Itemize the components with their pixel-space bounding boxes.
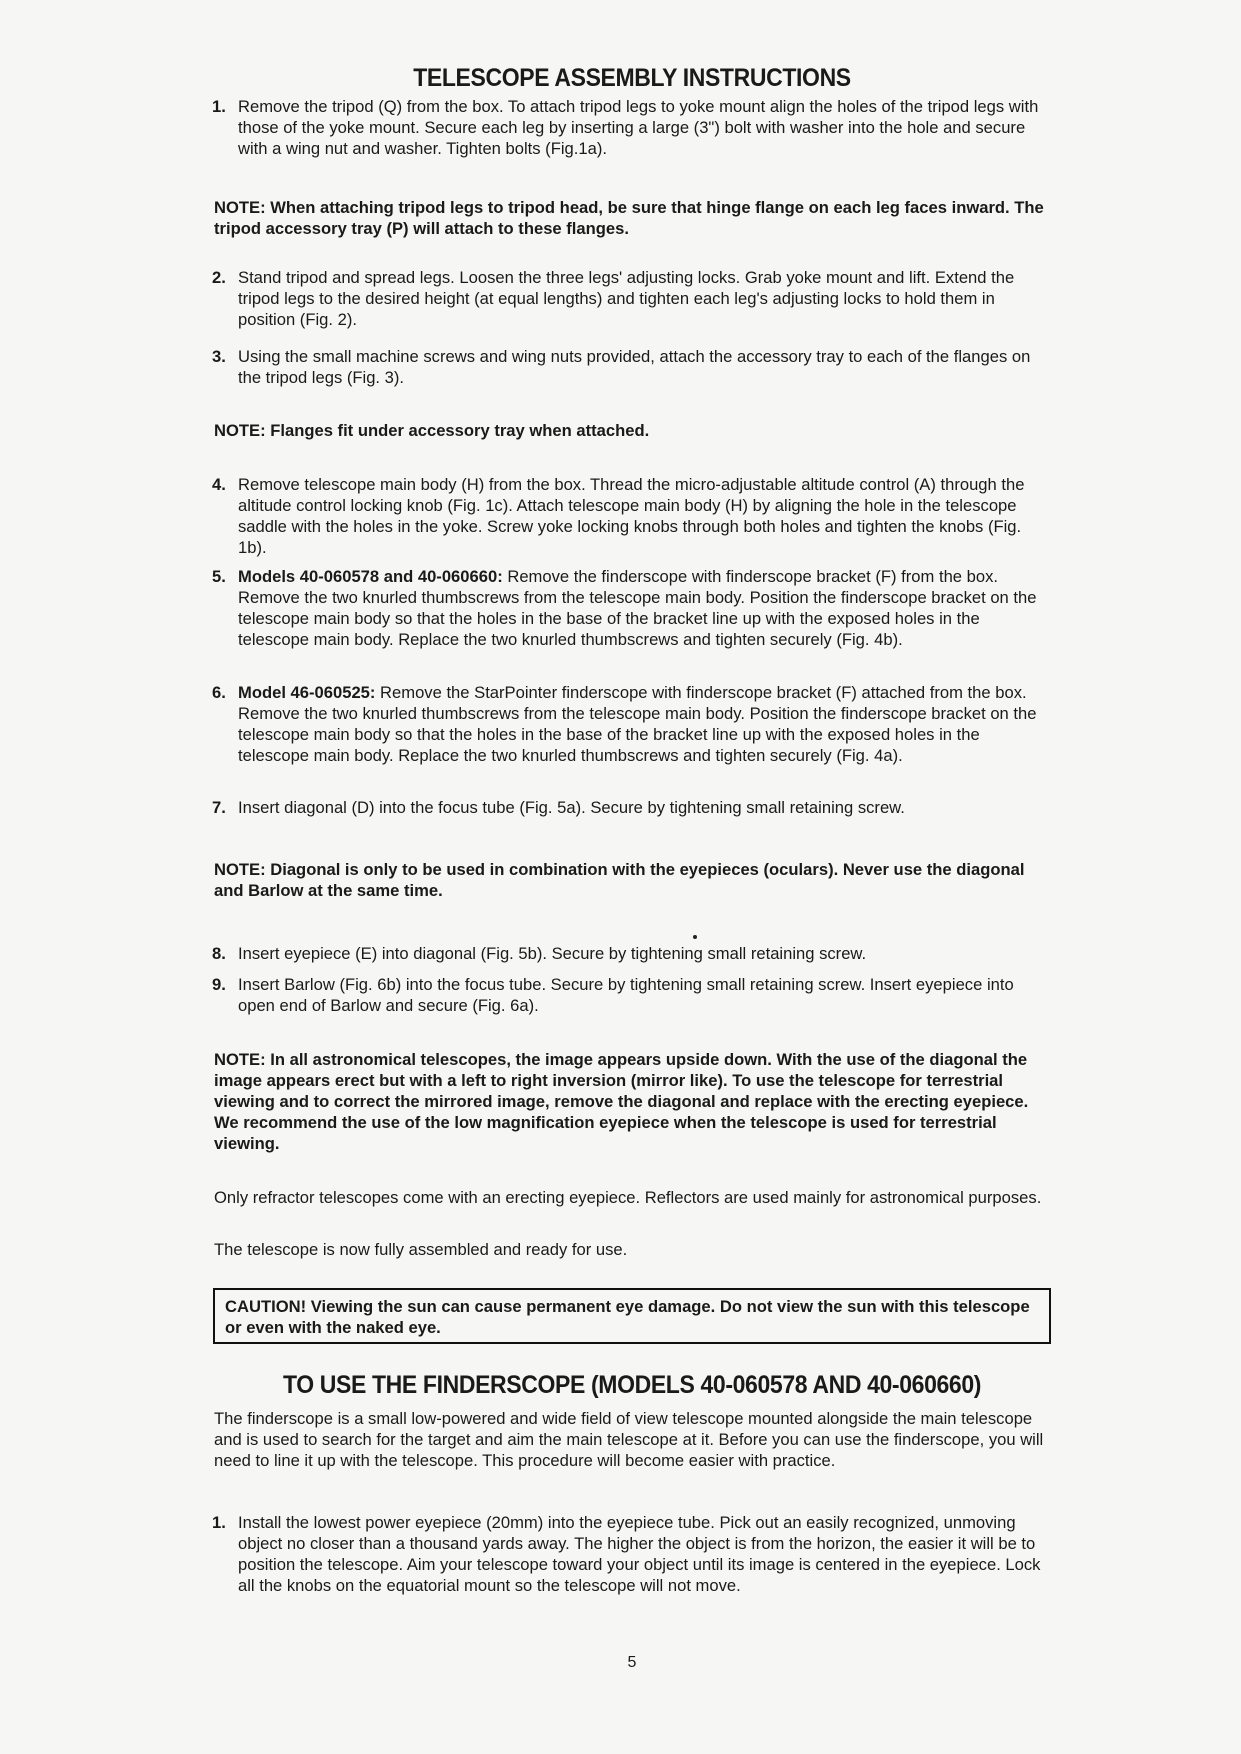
note-diagonal: NOTE: Diagonal is only to be used in combination with the eyepieces (oculars). Never use the diagonal and Barlow at the same time.: [214, 860, 1025, 900]
note-image-orientation: NOTE: In all astronomical telescopes, the image appears upside down. With the use of the diagonal the image appears erect but with a left to right inversion (mirror like). To use the telescope for terrestrial viewing and to correct the mirrored image, remove the diagonal and replace with the erecting eyepiece. We recommend the use of the low magnification eyepiece when the telescope is used for terrestrial viewing.: [214, 1050, 1029, 1153]
step-text: Remove the tripod (Q) from the box. To attach tripod legs to yoke mount align the holes of the tripod legs with those of the yoke mount. Secure each leg by inserting a large (3") bolt with washer into the hole and secure with a wing nut and washer. Tighten bolts (Fig.1a).: [238, 97, 1039, 158]
refractor-paragraph: Only refractor telescopes come with an erecting eyepiece. Reflectors are used mainly for astronomical purposes.: [214, 1188, 1042, 1207]
stray-mark: [693, 935, 697, 939]
step-number: 7.: [212, 798, 226, 817]
step-3: [212, 346, 1052, 388]
step-text: Stand tripod and spread legs. Loosen the three legs' adjusting locks. Grab yoke mount and lift. Extend the tripod legs to the desired height (at equal lengths) and tighten each leg's adjusting locks to hold them in position (Fig. 2).: [238, 268, 1015, 329]
step-text: Insert eyepiece (E) into diagonal (Fig. 5b). Secure by tightening small retaining screw.: [238, 944, 867, 963]
step-text: Install the lowest power eyepiece (20mm) into the eyepiece tube. Pick out an easily recognized, unmoving object no closer than a thousand yards away. The higher the object is from the horizon, the easier it will be to position the telescope. Aim your telescope toward your object until its image is centered in the eyepiece. Lock all the knobs on the equatorial mount so the telescope will not move.: [238, 1513, 1041, 1595]
step-text: Remove the StarPointer finderscope with finderscope bracket (F) attached from the box. Remove the two knurled thumbscrews from the telescope main body. Position the finderscope bracket on the telescope main body so that the holes in the base of the bracket line up with the exposed holes in the telescope main body. Replace the two knurled thumbscrews and tighten securely (Fig. 4a).: [238, 683, 1037, 765]
finderscope-intro: The finderscope is a small low-powered and wide field of view telescope mounted alongside the main telescope and is used to search for the target and aim the main telescope at it. Before you can use the finderscope, you will need to line it up with the telescope. This procedure will become easier with practice.: [214, 1409, 1044, 1470]
finderscope-title: TO USE THE FINDERSCOPE (MODELS 40-060578 AND 40-060660): [282, 1371, 982, 1399]
step-number: 1.: [212, 97, 226, 116]
step-number: 1.: [212, 1513, 226, 1532]
page-number: 5: [627, 1654, 637, 1671]
step-7: [212, 797, 1052, 818]
step-5: [212, 566, 1052, 650]
step-6: [212, 682, 1052, 766]
note-flanges: NOTE: Flanges fit under accessory tray when attached.: [214, 421, 650, 440]
step-number: 6.: [212, 683, 226, 702]
assembled-paragraph: The telescope is now fully assembled and ready for use.: [214, 1240, 628, 1259]
step-number: 2.: [212, 268, 226, 287]
step-9: [212, 974, 1052, 1016]
step-8: [212, 943, 1052, 964]
step-1: [212, 96, 1052, 159]
step-text: Remove the finderscope with finderscope bracket (F) from the box. Remove the two knurled thumbscrews from the telescope main body. Position the finderscope bracket on the telescope main body so that the holes in the base of the bracket line up with the exposed holes in the telescope main body. Replace the two knurled thumbscrews and tighten securely (Fig. 4b).: [238, 567, 1037, 649]
step-text: Using the small machine screws and wing nuts provided, attach the accessory tray to each of the flanges on the tripod legs (Fig. 3).: [238, 347, 1031, 387]
step-text: Remove telescope main body (H) from the box. Thread the micro-adjustable altitude control (A) through the altitude control locking knob (Fig. 1c). Attach telescope main body (H) by aligning the hole in the telescope saddle with the holes in the yoke. Screw yoke locking knobs through both holes and tighten the knobs (Fig. 1b).: [238, 475, 1025, 557]
step-number: 9.: [212, 975, 226, 994]
step-text: Insert Barlow (Fig. 6b) into the focus tube. Secure by tightening small retaining screw. Insert eyepiece into open end of Barlow and secure (Fig. 6a).: [238, 975, 1014, 1015]
step-text: Insert diagonal (D) into the focus tube (Fig. 5a). Secure by tightening small retaining screw.: [238, 798, 905, 817]
step-number: 8.: [212, 944, 226, 963]
step-number: 4.: [212, 475, 226, 494]
step-4: [212, 474, 1052, 558]
finderscope-step-1: [212, 1512, 1052, 1596]
step-model-label: Model 46-060525:: [238, 683, 376, 702]
page-title: TELESCOPE ASSEMBLY INSTRUCTIONS: [413, 64, 851, 92]
step-number: 3.: [212, 347, 226, 366]
step-2: [212, 267, 1052, 330]
step-number: 5.: [212, 567, 226, 586]
caution-box: CAUTION! Viewing the sun can cause permanent eye damage. Do not view the sun with this telescope or even with the naked eye.: [213, 1288, 1051, 1344]
step-models-label: Models 40-060578 and 40-060660:: [238, 567, 503, 586]
note-tripod-flange: NOTE: When attaching tripod legs to tripod head, be sure that hinge flange on each leg faces inward. The tripod accessory tray (P) will attach to these flanges.: [214, 198, 1044, 238]
